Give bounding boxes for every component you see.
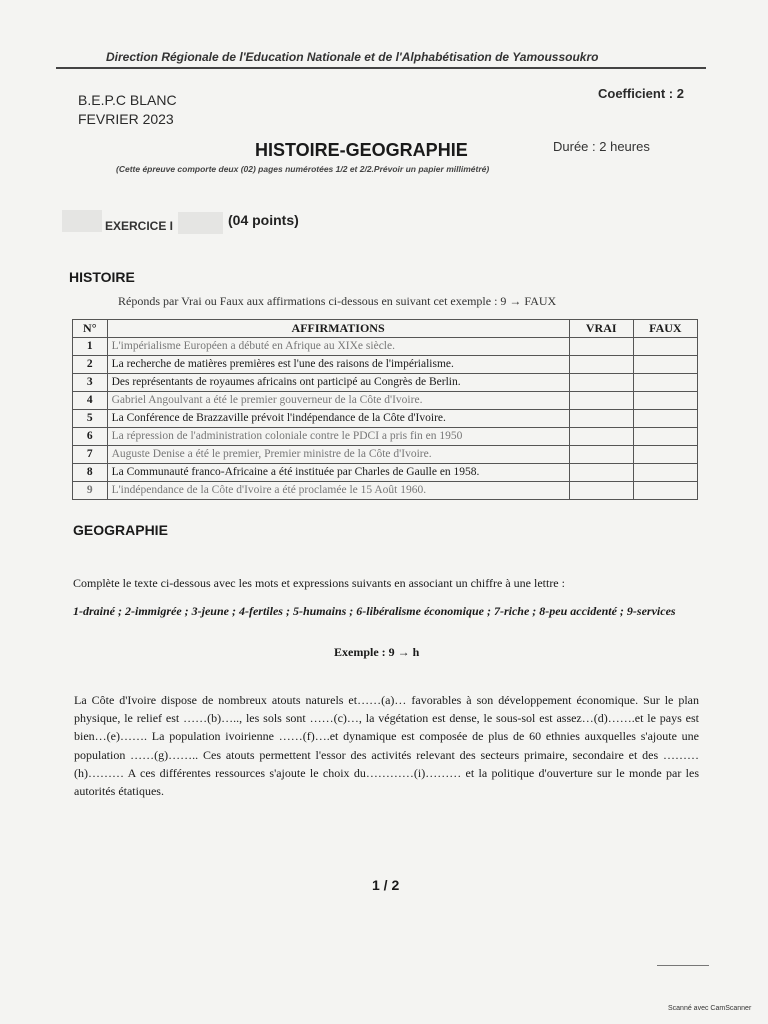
faux-cell[interactable] xyxy=(633,410,697,428)
affirmation-text: La Conférence de Brazzaville prévoit l'indépendance de la Côte d'Ivoire. xyxy=(107,410,569,428)
geographie-heading: GEOGRAPHIE xyxy=(73,522,168,538)
faux-cell[interactable] xyxy=(633,374,697,392)
table-row xyxy=(73,410,698,428)
faux-cell[interactable] xyxy=(633,392,697,410)
affirmation-text: La répression de l'administration coloniale contre le PDCI a pris fin en 1950 xyxy=(107,428,569,446)
faux-cell[interactable] xyxy=(633,446,697,464)
row-number: 9 xyxy=(73,482,108,500)
row-number: 4 xyxy=(73,392,108,410)
table-row xyxy=(73,464,698,482)
scan-smudge xyxy=(62,210,102,232)
faux-cell[interactable] xyxy=(633,482,697,500)
exam-title: B.E.P.C BLANC xyxy=(78,92,177,108)
exercise-points: (04 points) xyxy=(228,212,299,228)
exam-date: FEVRIER 2023 xyxy=(78,111,174,127)
vrai-cell[interactable] xyxy=(569,338,633,356)
scan-mark xyxy=(657,965,709,966)
table-row xyxy=(73,338,698,356)
scan-smudge xyxy=(178,212,223,234)
word-list: 1-drainé ; 2-immigrée ; 3-jeune ; 4-fertiles ; 5-humains ; 6-libéralisme économique ; 7-riche ; 8-peu accidenté ; 9-services xyxy=(73,604,676,618)
histoire-instruction: Réponds par Vrai ou Faux aux affirmations ci-dessous en suivant cet exemple : 9 → FAUX xyxy=(118,294,557,308)
header-divider xyxy=(56,67,706,69)
column-header-affirmations: AFFIRMATIONS xyxy=(107,320,569,338)
faux-cell[interactable] xyxy=(633,338,697,356)
affirmation-text: L'indépendance de la Côte d'Ivoire a été proclamée le 15 Août 1960. xyxy=(107,482,569,500)
affirmation-text: L'impérialisme Européen a débuté en Afrique au XIXe siècle. xyxy=(107,338,569,356)
vrai-cell[interactable] xyxy=(569,446,633,464)
table-header-row xyxy=(73,320,698,338)
row-number: 7 xyxy=(73,446,108,464)
affirmation-text: Gabriel Angoulvant a été le premier gouverneur de la Côte d'Ivoire. xyxy=(107,392,569,410)
geographie-instruction: Complète le texte ci-dessous avec les mots et expressions suivants en associant un chiffre à une lettre : xyxy=(73,576,565,590)
fill-in-paragraph: La Côte d'Ivoire dispose de nombreux atouts naturels et……(a)… favorables à son développement économique. Sur le plan physique, le relief est ……(b)….., les sols sont ……(c)…, la végétation est dense, le sous-sol est assez…(d)…….et le pays est bien…(e)……. La population ivoirienne ……(f)….et dynamique est composée de plus de 60 ethnies auxquelles s'ajoute une population ……(g)…….. Ces atouts permettent l'essor des activités relevant des secteurs primaire, secondaire et des ………(h)……… A ces différentes ressources s'ajoute le choix du…………(i)……… et la politique d'ouverture sur le monde par les autorités étatiques. xyxy=(74,693,699,799)
affirmations-table xyxy=(72,319,698,500)
regional-direction: Direction Régionale de l'Education Nationale et de l'Alphabétisation de Yamoussoukro xyxy=(106,50,599,64)
affirmation-text: Auguste Denise a été le premier, Premier ministre de la Côte d'Ivoire. xyxy=(107,446,569,464)
row-number: 6 xyxy=(73,428,108,446)
table-row xyxy=(73,428,698,446)
vrai-cell[interactable] xyxy=(569,464,633,482)
table-row xyxy=(73,374,698,392)
vrai-cell[interactable] xyxy=(569,392,633,410)
vrai-cell[interactable] xyxy=(569,482,633,500)
table-row xyxy=(73,482,698,500)
row-number: 1 xyxy=(73,338,108,356)
affirmation-text: La recherche de matières premières est l'une des raisons de l'impérialisme. xyxy=(107,356,569,374)
histoire-heading: HISTOIRE xyxy=(69,269,135,285)
affirmation-text: La Communauté franco-Africaine a été instituée par Charles de Gaulle en 1958. xyxy=(107,464,569,482)
subject-title: HISTOIRE-GEOGRAPHIE xyxy=(255,140,468,160)
table-row xyxy=(73,392,698,410)
row-number: 3 xyxy=(73,374,108,392)
coefficient: Coefficient : 2 xyxy=(598,86,684,101)
page-number: 1 / 2 xyxy=(372,877,400,893)
affirmation-text: Des représentants de royaumes africains ont participé au Congrès de Berlin. xyxy=(107,374,569,392)
vrai-cell[interactable] xyxy=(569,356,633,374)
column-header-faux: FAUX xyxy=(633,320,697,338)
column-header-vrai: VRAI xyxy=(569,320,633,338)
vrai-cell[interactable] xyxy=(569,410,633,428)
geographie-example: Exemple : 9 → h xyxy=(334,645,420,659)
faux-cell[interactable] xyxy=(633,356,697,374)
row-number: 8 xyxy=(73,464,108,482)
scanner-watermark: Scanné avec CamScanner xyxy=(668,1005,752,1012)
faux-cell[interactable] xyxy=(633,464,697,482)
column-header-number: N° xyxy=(73,320,108,338)
row-number: 2 xyxy=(73,356,108,374)
table-row xyxy=(73,446,698,464)
row-number: 5 xyxy=(73,410,108,428)
vrai-cell[interactable] xyxy=(569,374,633,392)
table-row xyxy=(73,356,698,374)
faux-cell[interactable] xyxy=(633,428,697,446)
exam-note: (Cette épreuve comporte deux (02) pages numérotées 1/2 et 2/2.Prévoir un papier millimétré) xyxy=(116,164,490,174)
exercise-title: EXERCICE I xyxy=(105,219,174,233)
vrai-cell[interactable] xyxy=(569,428,633,446)
duration: Durée : 2 heures xyxy=(553,139,650,154)
